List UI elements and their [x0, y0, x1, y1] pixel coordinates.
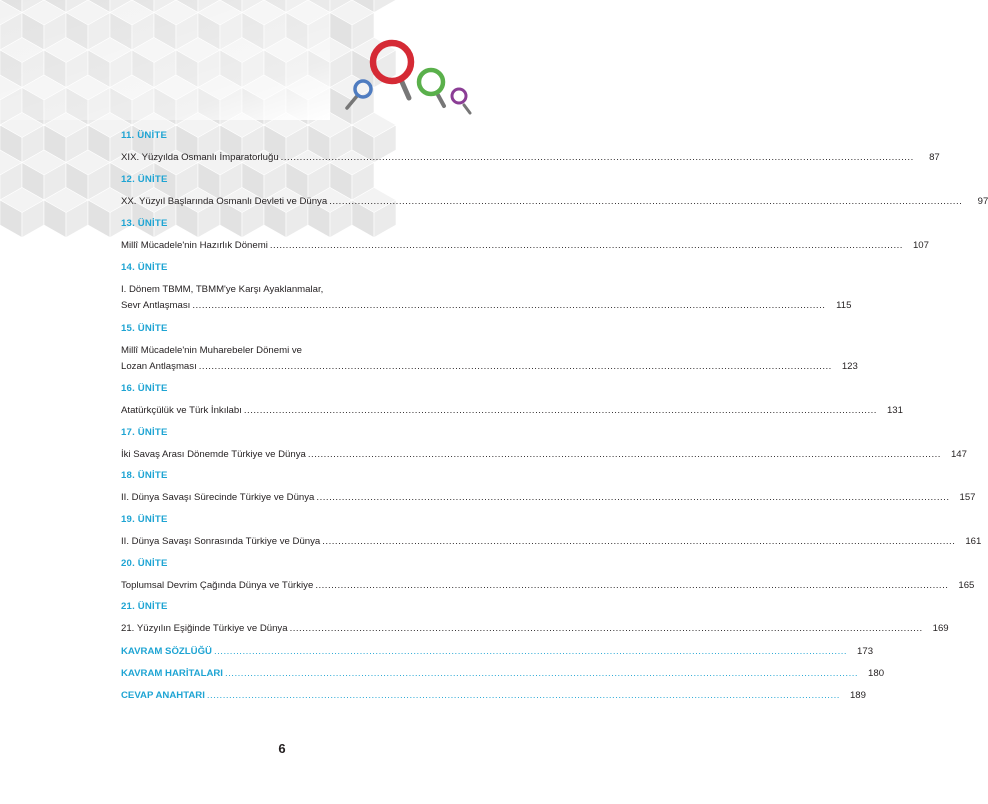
- dot-leader: ........................................................................................................................................................................................................: [243, 405, 877, 416]
- unit-heading: 19. ÜNİTE: [121, 514, 168, 525]
- toc-entry-title: KAVRAM HARİTALARI: [121, 668, 223, 679]
- toc-page-number: 157: [959, 492, 976, 503]
- toc-entry-title: CEVAP ANAHTARI: [121, 690, 205, 701]
- toc-entry-title: Toplumsal Devrim Çağında Dünya ve Türkiye: [121, 580, 314, 591]
- toc-page-number: 180: [868, 668, 885, 679]
- toc-entry[interactable]: [121, 668, 885, 681]
- dot-leader: ........................................................................................................................................................................................................: [315, 580, 949, 591]
- toc-entry-title: Atatürkçülük ve Türk İnkılabı: [121, 405, 242, 416]
- magnifying-glass-icon: [347, 81, 371, 108]
- toc-page-number: 165: [958, 580, 975, 591]
- toc-entry[interactable]: [121, 152, 940, 165]
- toc-page-number: 161: [965, 536, 982, 547]
- dot-leader: ........................................................................................................................................................................................................: [269, 240, 903, 251]
- dot-leader: ........................................................................................................................................................................................................: [224, 668, 859, 679]
- toc-page-number: 189: [849, 690, 866, 701]
- unit-heading: 12. ÜNİTE: [121, 174, 168, 185]
- toc-page-number: 131: [886, 405, 903, 416]
- unit-heading: 20. ÜNİTE: [121, 558, 168, 569]
- toc-page-number: 97: [977, 196, 988, 207]
- dot-leader: ........................................................................................................................................................................................................: [316, 492, 950, 503]
- toc-entry[interactable]: [121, 690, 866, 703]
- toc-page-number: 169: [932, 623, 949, 634]
- toc-entry-title: Millî Mücadele'nin Hazırlık Dönemi: [121, 240, 268, 251]
- dot-leader: ........................................................................................................................................................................................................: [192, 300, 826, 311]
- toc-entry-title: XIX. Yüzyılda Osmanlı İmparatorluğu: [121, 152, 279, 163]
- toc-entry-title: II. Dünya Savaşı Sürecinde Türkiye ve Dünya: [121, 492, 315, 503]
- dot-leader: ........................................................................................................................................................................................................: [213, 646, 848, 657]
- unit-heading: 16. ÜNİTE: [121, 383, 168, 394]
- unit-heading: 18. ÜNİTE: [121, 470, 168, 481]
- dot-leader: ........................................................................................................................................................................................................: [280, 152, 914, 163]
- toc-page-number: 123: [841, 361, 858, 372]
- magnifying-glass-icon: [419, 70, 444, 106]
- toc-entry[interactable]: [121, 492, 976, 505]
- unit-heading: 17. ÜNİTE: [121, 427, 168, 438]
- dot-leader: ........................................................................................................................................................................................................: [307, 449, 941, 460]
- toc-entry-title-line: Millî Mücadele'nin Muharebeler Dönemi ve: [121, 345, 302, 356]
- toc-entry-title-line: I. Dönem TBMM, TBMM'ye Karşı Ayaklanmalar,: [121, 284, 324, 295]
- toc-entry[interactable]: [121, 580, 975, 593]
- toc-page-number: 107: [912, 240, 929, 251]
- toc-page-number: 147: [950, 449, 967, 460]
- toc-entry[interactable]: [121, 646, 874, 659]
- dot-leader: ........................................................................................................................................................................................................: [322, 536, 956, 547]
- toc-entry-title: Sevr Antlaşması: [121, 300, 191, 311]
- magnifying-glasses-illustration: [338, 30, 478, 120]
- unit-heading: 15. ÜNİTE: [121, 323, 168, 334]
- toc-entry-title: 21. Yüzyılın Eşiğinde Türkiye ve Dünya: [121, 623, 288, 634]
- toc-entry-title: İki Savaş Arası Dönemde Türkiye ve Dünya: [121, 449, 306, 460]
- toc-entry-title: Lozan Antlaşması: [121, 361, 197, 372]
- page-number: 6: [278, 741, 286, 756]
- toc-entry-title: KAVRAM SÖZLÜĞÜ: [121, 646, 212, 657]
- toc-entry-title: XX. Yüzyıl Başlarında Osmanlı Devleti ve Dünya: [121, 196, 328, 207]
- unit-heading: 11. ÜNİTE: [121, 130, 168, 141]
- dot-leader: ........................................................................................................................................................................................................: [329, 196, 963, 207]
- dot-leader: ........................................................................................................................................................................................................: [198, 361, 832, 372]
- toc-entry[interactable]: [121, 196, 988, 209]
- toc-entry[interactable]: [121, 449, 967, 462]
- toc-entry[interactable]: [121, 405, 903, 418]
- unit-heading: 14. ÜNİTE: [121, 262, 168, 273]
- toc-entry[interactable]: [121, 345, 858, 372]
- dot-leader: ........................................................................................................................................................................................................: [289, 623, 923, 634]
- magnifying-glass-icon: [373, 43, 411, 98]
- toc-page-number: 173: [857, 646, 874, 657]
- unit-heading: 21. ÜNİTE: [121, 601, 168, 612]
- toc-page-number: 87: [929, 152, 940, 163]
- toc-entry[interactable]: [121, 240, 929, 253]
- magnifying-glass-icon: [452, 89, 470, 113]
- toc-entry-title: II. Dünya Savaşı Sonrasında Türkiye ve Dünya: [121, 536, 321, 547]
- toc-page-number: 115: [836, 300, 852, 311]
- toc-entry[interactable]: [121, 623, 949, 636]
- toc-entry[interactable]: [121, 536, 982, 549]
- dot-leader: ........................................................................................................................................................................................................: [206, 690, 840, 701]
- toc-entry[interactable]: [121, 284, 852, 311]
- cube-pattern-background: [0, 0, 330, 120]
- unit-heading: 13. ÜNİTE: [121, 218, 168, 229]
